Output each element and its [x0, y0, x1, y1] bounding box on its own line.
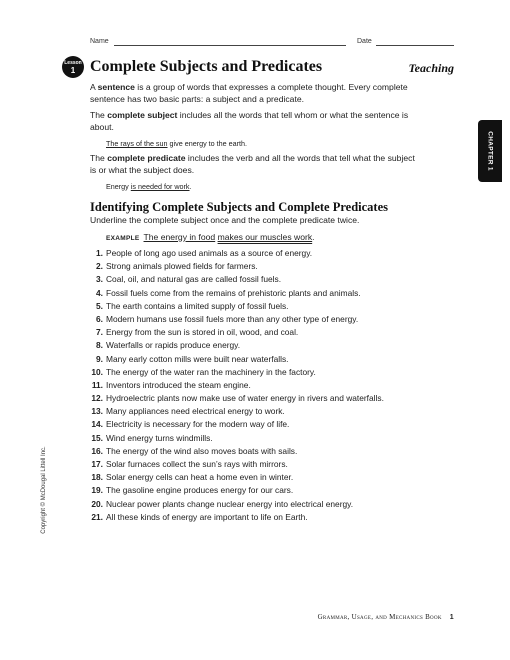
exercise-item: [86, 379, 384, 392]
exercise-item: [86, 471, 384, 484]
item-number: 18.: [91, 472, 103, 483]
exercise-item: [86, 339, 384, 352]
item-number: 10.: [91, 366, 103, 377]
teaching-label: Teaching: [408, 61, 454, 75]
example-end: .: [312, 232, 315, 242]
name-label: Name: [90, 38, 109, 45]
exercise-item: [86, 366, 384, 379]
item-number: 7.: [96, 327, 103, 338]
example-predicate-subject: Energy: [106, 182, 131, 191]
term-complete-predicate: complete predicate: [107, 153, 186, 163]
name-line: [114, 45, 346, 46]
item-number: 8.: [96, 340, 103, 351]
p2-post: includes all the words that tell whom or what the sentence is about.: [90, 110, 409, 132]
example-predicate-underlined: is needed for work: [130, 182, 190, 191]
example-subject-underlined: The rays of the sun: [106, 139, 168, 148]
item-number: 17.: [91, 459, 103, 469]
page-title: Complete Subjects and Predicates: [90, 58, 323, 75]
exercise-item: [86, 247, 384, 260]
item-number: 6.: [96, 313, 103, 324]
item-number: 19.: [91, 485, 103, 496]
exercise-list: [86, 247, 384, 524]
exercise-instructions: Underline the complete subject once and the complete predicate twice.: [90, 215, 360, 225]
exercise-item: [86, 300, 384, 313]
exercise-item: [86, 405, 384, 418]
item-number: 4.: [96, 287, 103, 298]
item-text: People of long ago used animals as a source of energy.: [106, 248, 313, 258]
item-number: 3.: [96, 274, 103, 285]
item-text: The earth contains a limited supply of fossil fuels.: [106, 300, 289, 311]
chapter-tab: [478, 120, 502, 182]
p1-post: is a group of words that expresses a complete thought. Every complete sentence has two basic parts: a subject and a predicate.: [90, 82, 408, 104]
item-text: Solar furnaces collect the sun’s rays with mirrors.: [106, 459, 288, 469]
copyright-notice: Copyright © McDougal Littell Inc.: [41, 446, 47, 534]
example-label: EXAMPLE: [106, 235, 140, 242]
item-text: Many appliances need electrical energy to work.: [106, 406, 285, 417]
example-subject-rest: give energy to the earth.: [167, 139, 248, 148]
exercise-item: [86, 432, 384, 445]
item-text: Strong animals plowed fields for farmers.: [106, 261, 258, 272]
item-number: 5.: [96, 300, 103, 311]
item-text: All these kinds of energy are important to life on Earth.: [106, 511, 308, 522]
example-complete-subject: The energy in food: [143, 232, 216, 242]
intro-paragraph-sentence: [90, 82, 420, 105]
item-text: The gasoline engine produces energy for our cars.: [106, 485, 294, 496]
page-footer: [318, 613, 454, 621]
chapter-tab-label: CHAPTER 1: [486, 131, 494, 171]
item-number: 2.: [96, 261, 103, 272]
footer-book-title: Grammar, Usage, and Mechanics Book: [317, 613, 442, 621]
item-number: 12.: [91, 393, 103, 404]
exercise-example: [106, 232, 315, 242]
item-text: Modern humans use fossil fuels more than any other type of energy.: [106, 313, 359, 324]
item-text: Hydroelectric plants now make use of water energy in rivers and waterfalls.: [106, 393, 384, 404]
exercise-item: [86, 458, 384, 471]
item-text: Electricity is necessary for the modern way of life.: [106, 419, 290, 430]
item-text: Coal, oil, and natural gas are called fossil fuels.: [106, 274, 282, 285]
item-number: 13.: [91, 406, 103, 417]
term-sentence: sentence: [97, 82, 135, 92]
item-number: 15.: [91, 432, 103, 443]
intro-paragraph-subject: [90, 110, 420, 133]
item-number: 20.: [91, 498, 103, 509]
item-number: 11.: [91, 379, 103, 390]
item-text: Solar energy cells can heat a home even in winter.: [106, 472, 294, 483]
exercise-item: [86, 260, 384, 273]
exercise-item: [86, 418, 384, 431]
item-text: Inventors introduced the steam engine.: [106, 379, 251, 390]
item-text: Energy from the sun is stored in oil, wood, and coal.: [106, 327, 299, 338]
page-number: 1: [449, 614, 454, 621]
item-number: 9.: [96, 353, 103, 364]
intro-paragraph-predicate: [90, 153, 420, 176]
exercise-item: [86, 287, 384, 300]
example-complete-predicate: makes our muscles work: [217, 232, 313, 242]
exercise-item: [86, 313, 384, 326]
exercise-item: [86, 511, 384, 524]
item-number: 16.: [91, 445, 103, 456]
exercise-item: [86, 445, 384, 458]
item-text: The energy of the water ran the machinery in the factory.: [106, 366, 316, 377]
item-text: Nuclear power plants change nuclear energy into electrical energy.: [106, 498, 354, 509]
exercise-item: [86, 326, 384, 339]
date-label: Date: [357, 38, 372, 45]
exercise-item: [86, 498, 384, 511]
p3-pre: The: [90, 153, 108, 163]
exercise-item: [86, 484, 384, 497]
example-predicate-end: .: [189, 182, 192, 191]
exercise-item: [86, 353, 384, 366]
exercise-item: [86, 392, 384, 405]
term-complete-subject: complete subject: [107, 110, 178, 120]
lesson-badge-label: Lesson: [64, 60, 82, 66]
item-text: The energy of the wind also moves boats with sails.: [106, 445, 298, 456]
p2-pre: The: [90, 110, 108, 120]
exercise-heading: Identifying Complete Subjects and Complete Predicates: [90, 200, 389, 214]
date-line: [376, 45, 454, 46]
item-text: Wind energy turns windmills.: [106, 432, 213, 443]
item-text: Fossil fuels come from the remains of prehistoric plants and animals.: [106, 287, 361, 298]
item-text: Many early cotton mills were built near waterfalls.: [106, 353, 289, 364]
exercise-item: [86, 273, 384, 286]
item-number: 1.: [96, 248, 103, 258]
item-number: 21.: [91, 511, 103, 522]
item-number: 14.: [91, 419, 103, 430]
example-subject-sentence: [106, 139, 247, 148]
p3-post: includes the verb and all the words that tell what the subject is or what the subject does.: [90, 153, 415, 175]
lesson-badge-number: 1: [70, 66, 76, 75]
lesson-badge: [62, 56, 84, 78]
example-predicate-sentence: [106, 182, 192, 191]
item-text: Waterfalls or rapids produce energy.: [106, 340, 241, 351]
p1-pre: A: [90, 82, 98, 92]
